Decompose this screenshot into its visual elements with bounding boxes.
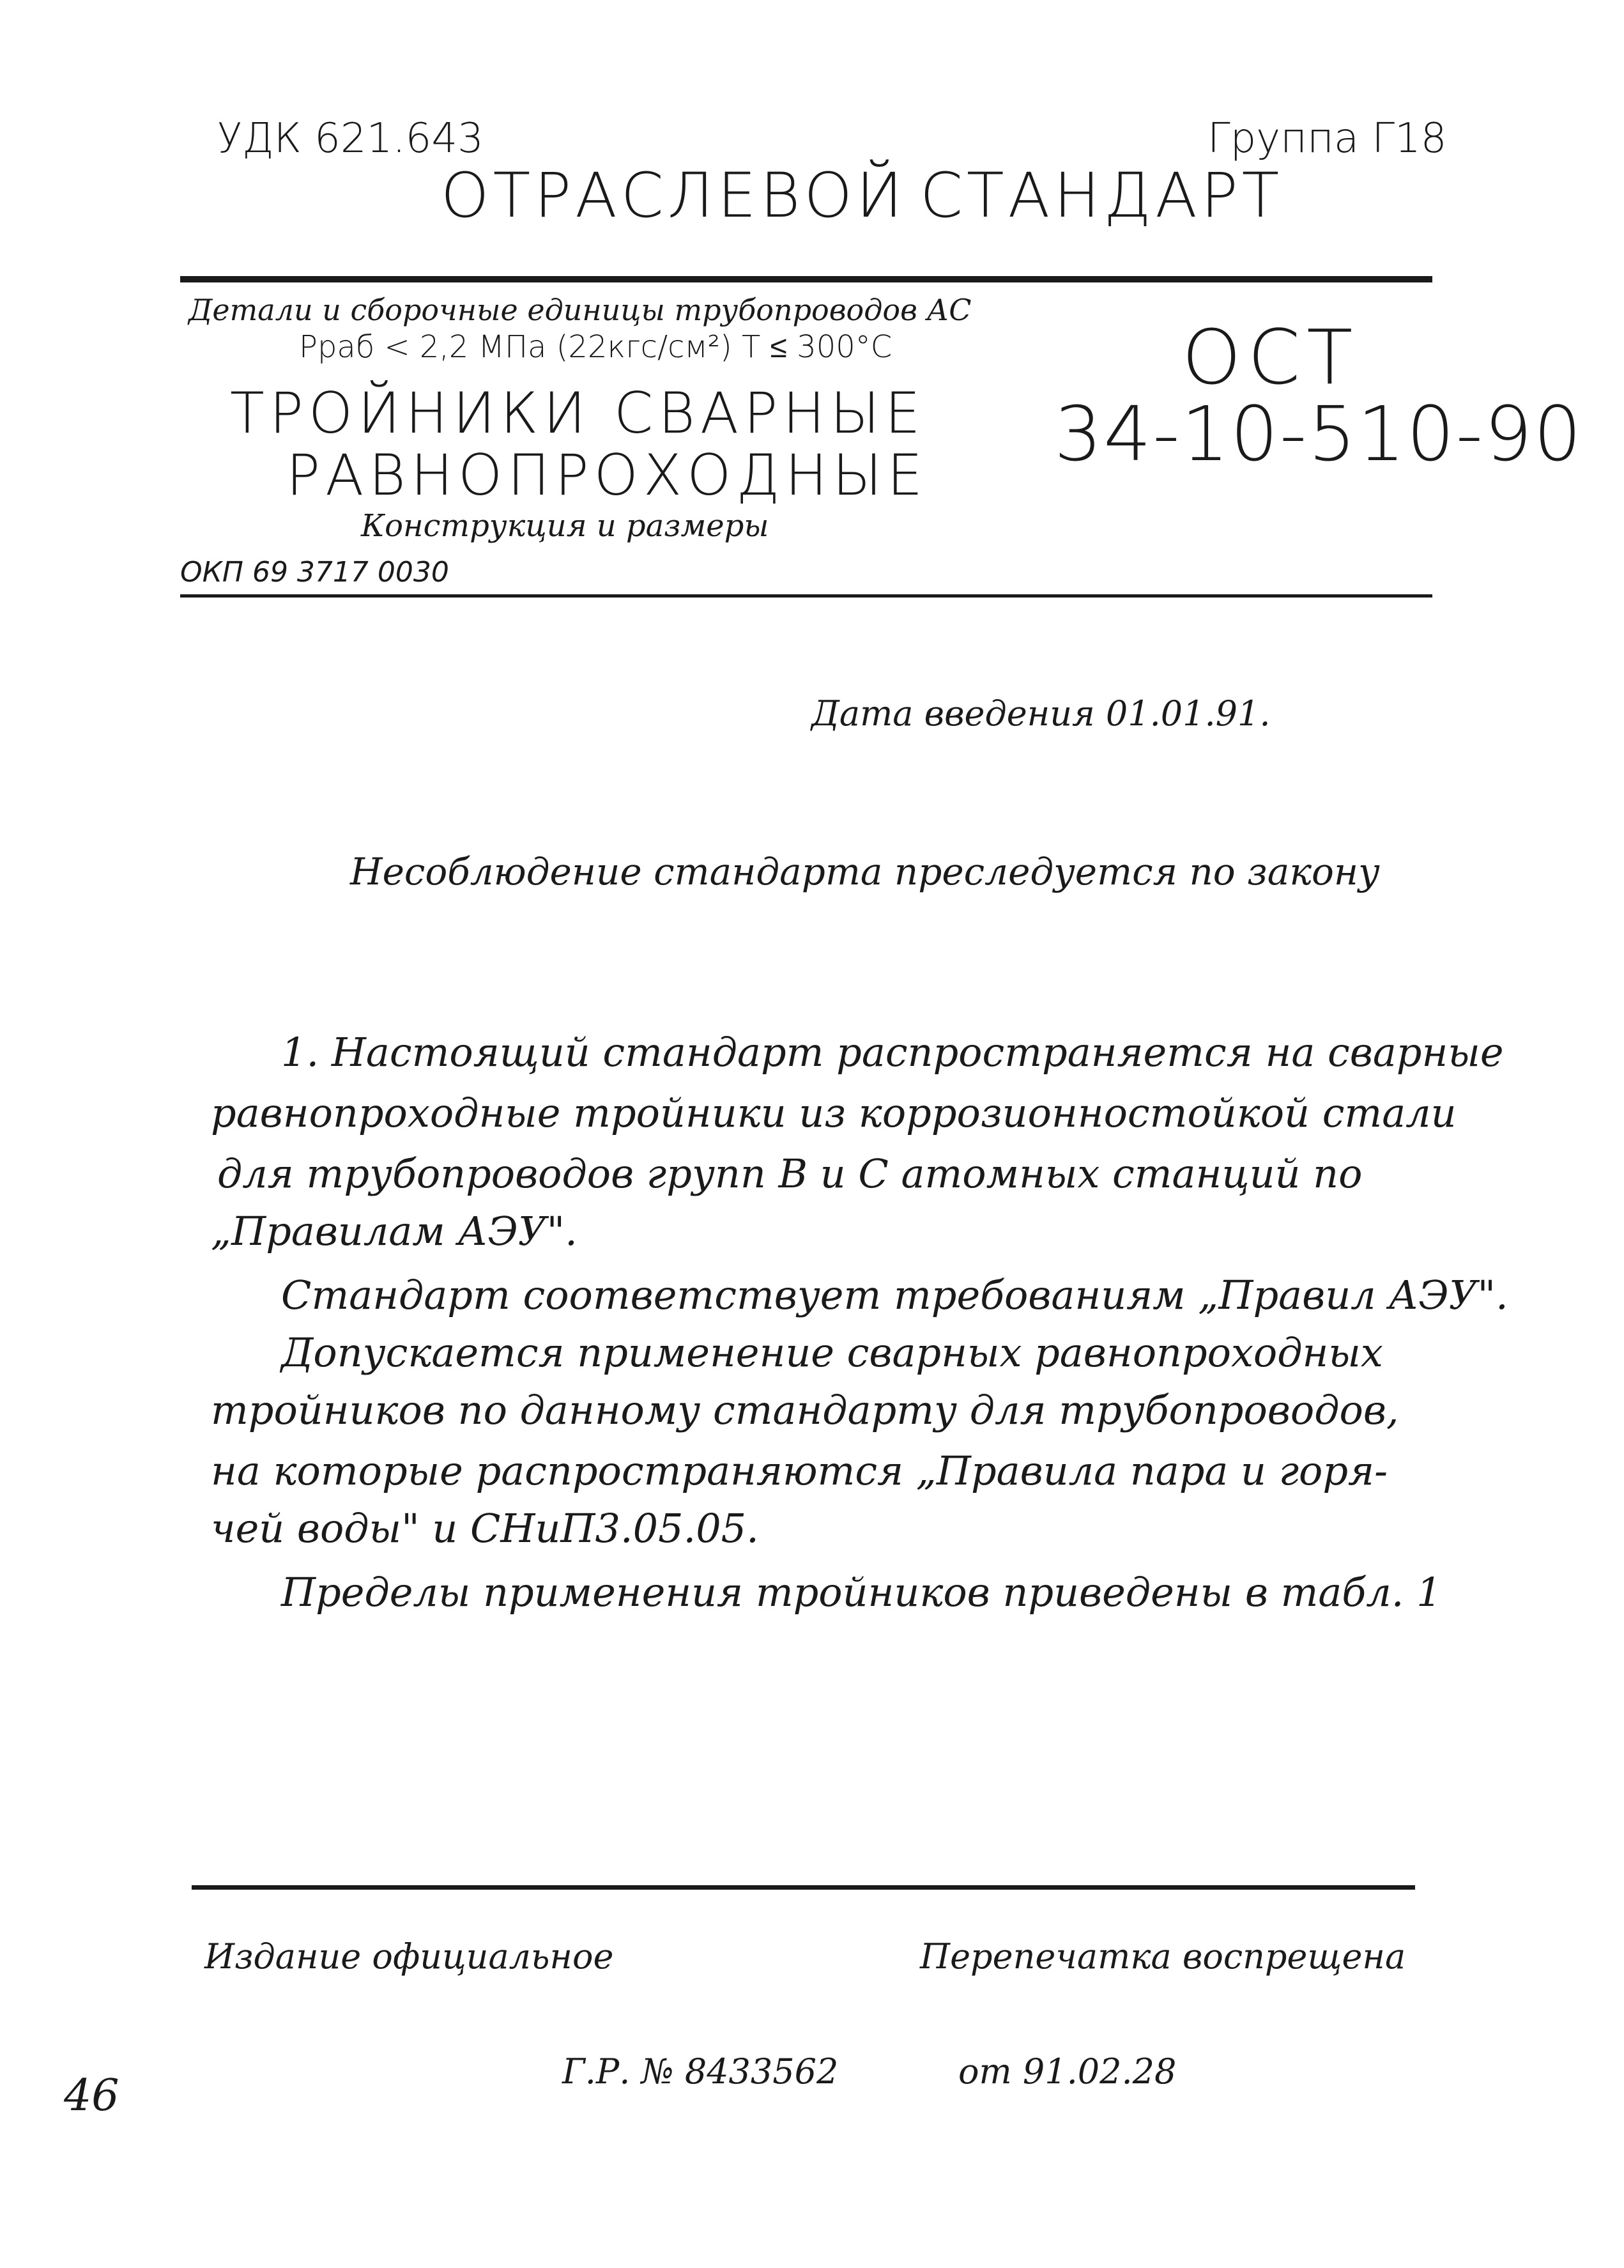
operating-conditions: Рраб < 2,2 МПа (22кгс/см²) Т ≤ 300°С bbox=[299, 329, 892, 365]
registration-date: от 91.02.28 bbox=[958, 2051, 1177, 2092]
body-line: Пределы применения тройников приведены в табл. 1 bbox=[281, 1569, 1442, 1616]
introduction-date: Дата введения 01.01.91. bbox=[811, 693, 1271, 734]
edition-note: Издание официальное bbox=[204, 1936, 614, 1977]
ost-number: 34-10-510-90 bbox=[1054, 390, 1583, 478]
body-line: чей воды" и СНиП3.05.05. bbox=[211, 1505, 759, 1552]
body-line: тройников по данному стандарту для трубопроводов, bbox=[211, 1387, 1399, 1433]
document-subtitle: Конструкция и размеры bbox=[361, 508, 769, 544]
body-line: Стандарт соответствует требованиям „Правил АЭУ". bbox=[281, 1272, 1508, 1318]
standard-type-word-1: ОТРАСЛЕВОЙ bbox=[441, 160, 907, 231]
header-bottom-divider bbox=[180, 594, 1432, 598]
subject-line: Детали и сборочные единицы трубопроводов АС bbox=[188, 293, 972, 327]
ost-label: ОСТ bbox=[1182, 313, 1360, 401]
okp-code: ОКП 69 3717 0030 bbox=[180, 556, 449, 589]
body-line: на которые распространяются „Правила пара и горя- bbox=[211, 1447, 1388, 1494]
reprint-note: Перепечатка воспрещена bbox=[920, 1936, 1406, 1977]
document-title-line-2: РАВНОПРОХОДНЫЕ bbox=[286, 442, 928, 508]
page-number: 46 bbox=[64, 2071, 119, 2121]
udk-code: УДК 621.643 bbox=[217, 115, 484, 162]
standard-type-word-2: СТАНДАРТ bbox=[920, 160, 1283, 231]
body-line: Допускается применение сварных равнопроходных bbox=[281, 1329, 1383, 1376]
law-notice: Несоблюдение стандарта преследуется по закону bbox=[350, 850, 1380, 893]
body-line: 1. Настоящий стандарт распространяется на сварные bbox=[281, 1029, 1504, 1076]
document-title-line-1: ТРОЙНИКИ СВАРНЫЕ bbox=[230, 380, 926, 446]
group-code: Группа Г18 bbox=[1207, 115, 1447, 162]
footer-divider bbox=[192, 1885, 1415, 1890]
registration-number: Г.Р. № 8433562 bbox=[562, 2051, 839, 2092]
top-divider bbox=[180, 276, 1432, 282]
body-line: равнопроходные тройники из коррозионностойкой стали bbox=[211, 1090, 1457, 1136]
body-line: „Правилам АЭУ". bbox=[211, 1208, 578, 1254]
body-line: для трубопроводов групп В и С атомных станций по bbox=[217, 1150, 1363, 1197]
